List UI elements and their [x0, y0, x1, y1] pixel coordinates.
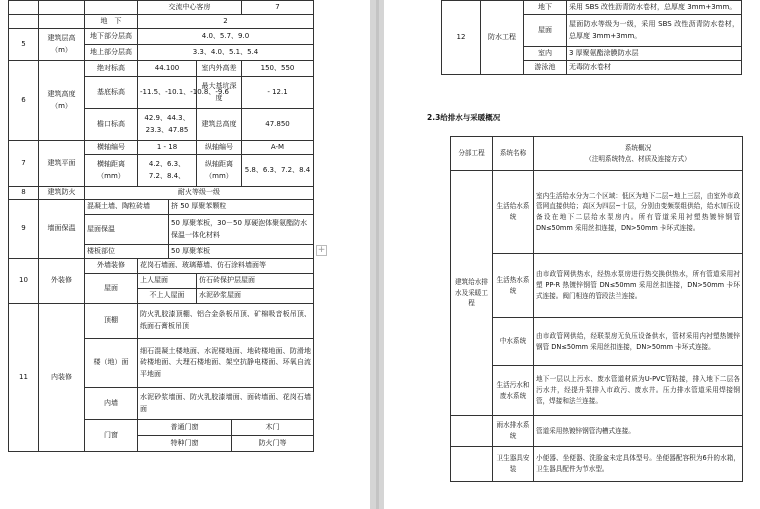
right-document-page — [384, 0, 760, 509]
table-cell: 特种门窗 — [138, 436, 232, 452]
part-name-continued — [451, 416, 493, 447]
table-cell: 屋面防水等级为一级，采用 SBS 改性沥青防水卷材，总厚度 3mm+3mm。 — [567, 15, 742, 47]
table-row — [9, 141, 314, 155]
table-row — [9, 61, 314, 77]
table-cell: 7 — [242, 1, 314, 15]
table-cell: 上人屋面 — [138, 274, 197, 289]
table-cell: - 12.1 — [242, 77, 314, 109]
table-cell: 交流中心客房 — [138, 1, 242, 15]
table-cell: 游泳池 — [524, 61, 567, 75]
table-cell: 1 - 18 — [138, 141, 197, 155]
add-row-button[interactable]: + — [317, 245, 326, 255]
system-name: 雨水排水系统 — [493, 416, 534, 447]
row-item: 建筑层高 （m） — [39, 29, 85, 61]
column-header — [534, 137, 743, 171]
table-cell: 防火乳胶漆顶棚、铝合金条板吊顶、矿棉吸音板吊顶、纸面石膏板吊顶 — [138, 304, 314, 339]
table-cell: 水泥砂浆屋面 — [197, 289, 314, 304]
table-row — [451, 318, 743, 366]
row-number: 7 — [9, 141, 39, 187]
table-cell: 檐口标高 — [85, 109, 138, 141]
table-cell: 木门 — [232, 420, 314, 436]
table-cell: 5.8、6.3、7.2、8.4 — [242, 155, 314, 187]
table-cell: 内墙 — [85, 388, 138, 420]
table-cell: 楼（地）面 — [85, 339, 138, 388]
row-number: 6 — [9, 61, 39, 141]
table-cell: 无毒防水卷材 — [567, 61, 742, 75]
row-number: 5 — [9, 29, 39, 61]
table-cell: A-M — [242, 141, 314, 155]
system-description: 室内生活给水分为二个区域：低区为地下二层~地上三层，由室外市政管网直接供给；高区为四层~十层，分别由变频泵组供给，给水加压设备设在地下二层给水泵房内。所有管道采用衬塑热镀锌钢管 DN≤50mm 采用丝扣连接，DN>50mm 卡环式连接。 — [534, 171, 743, 254]
table-row — [451, 254, 743, 318]
table-cell: 耐火等级一级 — [85, 187, 314, 200]
system-name: 生活污水和废水系统 — [493, 366, 534, 416]
system-name: 生活热水系统 — [493, 254, 534, 318]
part-name: 建筑给水排水及采暖工程 — [451, 171, 493, 416]
row-number: 9 — [9, 200, 39, 259]
system-name: 中水系统 — [493, 318, 534, 366]
table-row — [451, 447, 743, 482]
table-cell: 150、550 — [242, 61, 314, 77]
table-cell: 防火门等 — [232, 436, 314, 452]
row-number: 8 — [9, 187, 39, 200]
system-name: 生活给水系统 — [493, 171, 534, 254]
column-header: 分部工程 — [451, 137, 493, 171]
table-cell: 建筑总高度 — [197, 109, 242, 141]
table-cell: 47.850 — [242, 109, 314, 141]
table-cell: 4.2、6.3、7.2、8.4、 — [138, 155, 197, 187]
section-heading: 2.3给排水与采暖概况 — [427, 113, 501, 122]
row-item: 建筑高度 （m） — [39, 61, 85, 141]
system-description: 管道采用热镀锌钢管沟槽式连接。 — [534, 416, 743, 447]
system-description: 地下一层以上污水、废水管道材质为U-PVC管粘接，排入地下二层各污水井，经提升泵排入市政污、废水井。压力排水管道采用焊接钢管，焊接和法兰连接。 — [534, 366, 743, 416]
table-cell: 横轴编号 — [85, 141, 138, 155]
table-cell: 普通门窗 — [138, 420, 232, 436]
column-header: 系统名称 — [493, 137, 534, 171]
table-cell: 室内 — [524, 47, 567, 61]
table-cell: 仿石砖保护层屋面 — [197, 274, 314, 289]
table-cell: 地下 — [524, 1, 567, 15]
waterproofing-table — [441, 0, 742, 75]
table-cell: 地 下 — [85, 15, 138, 29]
column-header-title: 系统概况 — [624, 143, 652, 152]
table-cell: 外墙装修 — [85, 259, 138, 274]
row-number: 10 — [9, 259, 39, 304]
table-cell: 3.3、4.0、5.1、5.4 — [138, 45, 314, 61]
table-cell: 混凝土墙、陶粒砖墙 — [85, 200, 169, 215]
table-cell: 花岗石墙面、玻璃幕墙、仿石涂料墙面等 — [138, 259, 314, 274]
row-number: 12 — [442, 1, 481, 75]
table-cell: 门窗 — [85, 420, 138, 452]
table-cell: 2 — [138, 15, 314, 29]
table-cell: 屋面保温 — [85, 215, 169, 245]
table-cell: 最大基坑深度 — [197, 77, 242, 109]
system-description: 由市政管网供热水，经热水泵房进行热交换供热水，所有管道采用衬塑 PP-R 热镀锌钢管 DN≤50mm 采用丝扣连接，DN>50mm 卡环式连接。阀门相连的管段法兰连接。 — [534, 254, 743, 318]
system-description: 小便器、坐便器、洗脸盆未定具体型号。坐便器配容积为6升的水箱，卫生器具配件为节水型。 — [534, 447, 743, 482]
table-cell: 50 厚聚苯板，30－50 厚硬泡体聚氨酯防水保温一体化材料 — [169, 215, 314, 245]
row-item: 建筑平面 — [39, 141, 85, 187]
table-cell: 不上人屋面 — [138, 289, 197, 304]
table-row — [442, 1, 742, 15]
table-cell: 横轴距离 （mm） — [85, 155, 138, 187]
table-row — [9, 29, 314, 45]
table-cell: 42.9、44.3、23.3、47.85 — [138, 109, 197, 141]
part-name-continued — [451, 447, 493, 482]
table-row — [9, 304, 314, 339]
system-description: 由市政管网供给，经联泵房无负压设备供水，管材采用内衬塑热镀锌钢管 DN≤50mm 采用丝扣连接，DN>50mm 卡环式连接。 — [534, 318, 743, 366]
table-row — [451, 366, 743, 416]
row-item: 外装修 — [39, 259, 85, 304]
table-cell: 屋面 — [524, 15, 567, 47]
row-item: 防水工程 — [481, 1, 524, 75]
table-row — [9, 1, 314, 15]
table-header-row — [451, 137, 743, 171]
table-row — [451, 416, 743, 447]
table-cell: 水泥砂浆墙面、防火乳胶漆墙面、面砖墙面、花岗石墙面 — [138, 388, 314, 420]
table-cell: 屋面 — [85, 274, 138, 304]
table-cell: 室内外高差 — [197, 61, 242, 77]
vertical-scrollbar[interactable] — [376, 0, 379, 509]
table-cell: 44.100 — [138, 61, 197, 77]
table-cell: 挤 50 厚聚苯颗粒 — [169, 200, 314, 215]
row-item: 墙面保温 — [39, 200, 85, 259]
table-cell: 楼板部位 — [85, 245, 169, 259]
row-item: 内装修 — [39, 304, 85, 452]
table-cell: 纵轴距离 （mm） — [197, 155, 242, 187]
row-number: 11 — [9, 304, 39, 452]
table-cell: 顶棚 — [85, 304, 138, 339]
system-name: 卫生器具安装 — [493, 447, 534, 482]
table-cell: 基底标高 — [85, 77, 138, 109]
left-document-page — [0, 0, 370, 509]
table-row — [9, 259, 314, 274]
table-cell: 细石混凝土楼地面、水泥楼地面、地砖楼地面、防滑地砖楼地面、大理石楼地面、架空抗静电楼面、环氧自流平地面 — [138, 339, 314, 388]
table-row — [9, 15, 314, 29]
column-header-subtitle: （注明系统特点、材质及连接方式） — [585, 154, 691, 163]
table-row — [451, 171, 743, 254]
table-cell: 地下部分层高 — [85, 29, 138, 45]
table-row — [9, 187, 314, 200]
table-row — [9, 200, 314, 215]
row-item: 建筑防火 — [39, 187, 85, 200]
table-cell: 3 厚聚氨酯涂膜防水层 — [567, 47, 742, 61]
building-overview-table — [8, 0, 314, 452]
table-cell: 绝对标高 — [85, 61, 138, 77]
table-cell: 纵轴编号 — [197, 141, 242, 155]
table-cell: 地上部分层高 — [85, 45, 138, 61]
table-cell: 50 厚聚苯板 — [169, 245, 314, 259]
water-supply-drainage-table — [450, 136, 743, 482]
table-cell: -11.5、-10.1、-10.8、-9.6 — [138, 77, 197, 109]
table-cell: 4.0、5.7、9.0 — [138, 29, 314, 45]
table-cell: 采用 SBS 改性沥青防水卷材，总厚度 3mm+3mm。 — [567, 1, 742, 15]
